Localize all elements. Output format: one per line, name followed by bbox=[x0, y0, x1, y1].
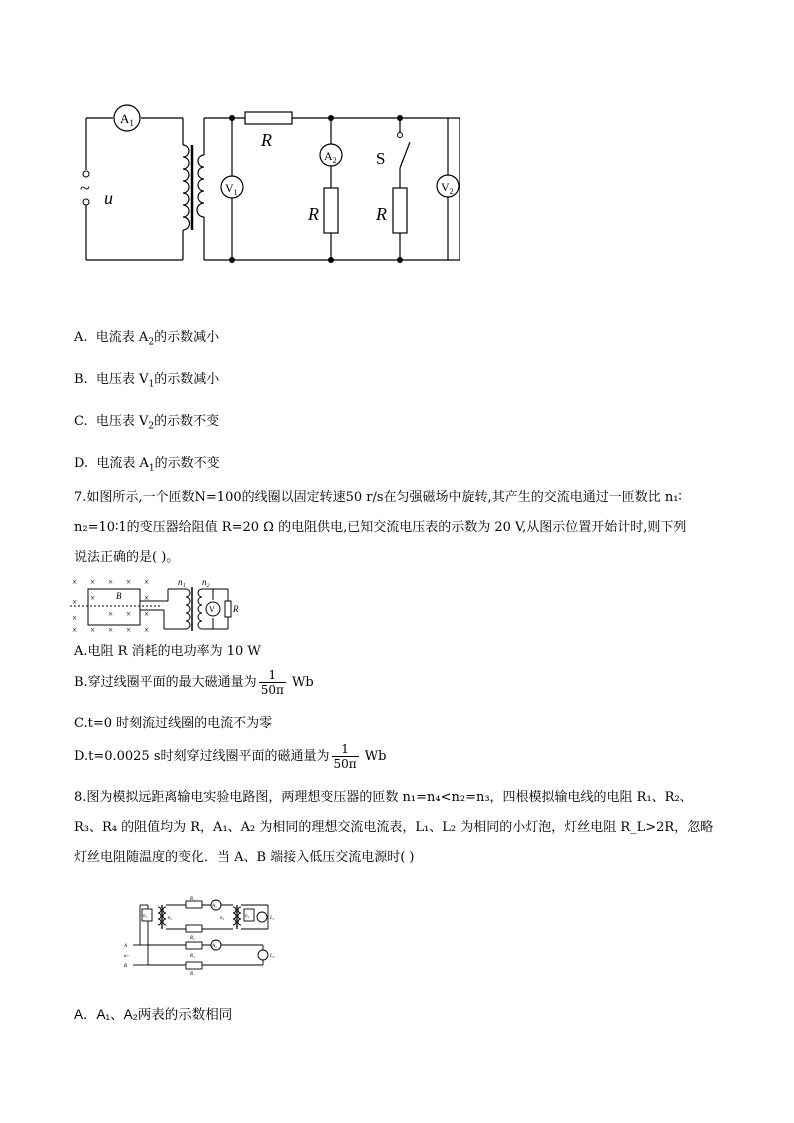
svg-text:R₁: R₁ bbox=[190, 897, 195, 902]
svg-text:V2: $V_2$ bbox=[441, 180, 454, 196]
q7-option-c[interactable]: C.t=0 时刻流过线圈的电流不为零 bbox=[74, 716, 273, 731]
q7-option-b[interactable]: B.穿过线圈平面的最大磁通量为 $\frac{1}{50\pi}$ Wb bbox=[74, 668, 314, 697]
svg-text:n₃: n₃ bbox=[220, 916, 225, 921]
resistor-middle bbox=[324, 188, 338, 233]
svg-text:×: × bbox=[126, 577, 132, 587]
svg-text:B: B bbox=[124, 964, 128, 969]
q6-option-a[interactable]: A. 电流表 $A_2$的示数减小 bbox=[74, 330, 220, 348]
svg-text:n₁: n₁ bbox=[178, 577, 186, 587]
q8-stem-line3: 灯丝电阻随温度的变化．当 A、B 端接入低压交流电源时( ) bbox=[74, 850, 415, 865]
svg-text:V: V bbox=[209, 605, 215, 614]
svg-text:L₁: L₁ bbox=[270, 916, 275, 921]
svg-text:u~: u~ bbox=[124, 954, 130, 959]
q7-stem-line1: 7.如图所示,一个匝数N=100的线圈以固定转速50 r/s在匀强磁场中旋转,其产生的交流电通过一匝数比 n₁∶ bbox=[74, 490, 682, 505]
q8-stem-line1: 8.图为模拟远距离输电实验电路图，两理想变压器的匝数 n₁=n₄<n₂=n₃，四根模拟输电线的电阻 R₁、R₂、 bbox=[74, 790, 693, 805]
svg-text:R: R bbox=[376, 204, 387, 224]
svg-text:×: × bbox=[90, 593, 96, 603]
resistor-top bbox=[245, 112, 292, 124]
fraction: $\frac{1}{50\pi}$ bbox=[260, 668, 284, 697]
svg-text:n₂: n₂ bbox=[202, 577, 210, 587]
svg-text:V1: $V_1$ bbox=[225, 181, 238, 197]
svg-text:×: × bbox=[108, 625, 114, 635]
svg-text:A1: $A_1$ bbox=[120, 111, 134, 128]
svg-text:R₃: R₃ bbox=[190, 954, 195, 959]
q8-stem-line2: R₃、R₄ 的阻值均为 R，A₁、A₂ 为相同的理想交流电流表，L₁、L₂ 为相同的小灯泡，灯丝电阻 R_L>2R，忽略 bbox=[74, 820, 714, 835]
svg-text:~: ~ bbox=[80, 178, 90, 198]
svg-text:A₁: A₁ bbox=[212, 904, 217, 909]
svg-text:×: × bbox=[90, 577, 96, 587]
svg-text:×: × bbox=[72, 597, 78, 607]
svg-text:R₄: R₄ bbox=[190, 972, 195, 975]
svg-text:×: × bbox=[126, 609, 132, 619]
q8-figure-transmission-circuit bbox=[118, 895, 288, 975]
svg-text:R: R bbox=[261, 130, 272, 150]
svg-text:×: × bbox=[144, 609, 150, 619]
svg-text:A₂: A₂ bbox=[212, 944, 217, 949]
q6-option-d[interactable]: D. 电流表 $A_1$的示数不变 bbox=[74, 456, 220, 474]
svg-text:R: R bbox=[308, 204, 319, 224]
q6-option-c[interactable]: C. 电压表 $V_2$的示数不变 bbox=[74, 414, 220, 432]
q7-option-d[interactable]: D.t=0.0025 s时刻穿过线圈平面的磁通量为 $\frac{1}{50\pi}$ Wb bbox=[74, 742, 387, 771]
q7-stem-line3: 说法正确的是( )。 bbox=[74, 550, 180, 565]
svg-text:A: A bbox=[124, 944, 128, 949]
svg-text:×: × bbox=[108, 609, 114, 619]
svg-text:×: × bbox=[144, 577, 150, 587]
svg-text:B: B bbox=[116, 591, 122, 601]
circuit-diagram-transformer bbox=[80, 100, 460, 270]
svg-text:×: × bbox=[126, 625, 132, 635]
svg-text:×: × bbox=[72, 625, 78, 635]
q6-option-b[interactable]: B. 电压表 $V_1$的示数减小 bbox=[74, 372, 220, 390]
fraction: $\frac{1}{50\pi}$ bbox=[333, 742, 357, 771]
svg-text:R₂: R₂ bbox=[190, 936, 195, 941]
q7-stem-line2: n₂=10∶1的变压器给阻值 R=20 Ω 的电阻供电,已知交流电压表的示数为 20 V,从图示位置开始计时,则下列 bbox=[74, 520, 687, 535]
svg-text:n₁: n₁ bbox=[143, 914, 148, 919]
svg-text:u: u bbox=[104, 188, 113, 208]
svg-text:n₄: n₄ bbox=[245, 914, 250, 919]
svg-text:×: × bbox=[72, 577, 78, 587]
svg-text:A2: $A_2$ bbox=[324, 149, 337, 165]
q7-figure-coil-transformer bbox=[68, 575, 248, 637]
svg-text:R: R bbox=[233, 604, 239, 614]
svg-text:×: × bbox=[108, 577, 114, 587]
q8-option-a[interactable]: A．A₁、A₂两表的示数相同 bbox=[74, 1007, 233, 1022]
svg-text:S: S bbox=[376, 149, 386, 168]
svg-text:×: × bbox=[144, 593, 150, 603]
svg-text:L₂: L₂ bbox=[270, 954, 275, 959]
svg-text:×: × bbox=[90, 625, 96, 635]
svg-text:×: × bbox=[72, 613, 78, 623]
q7-option-a[interactable]: A.电阻 R 消耗的电功率为 10 W bbox=[74, 644, 261, 659]
resistor-right bbox=[393, 188, 407, 233]
svg-text:n₂: n₂ bbox=[168, 916, 173, 921]
svg-text:×: × bbox=[144, 625, 150, 635]
